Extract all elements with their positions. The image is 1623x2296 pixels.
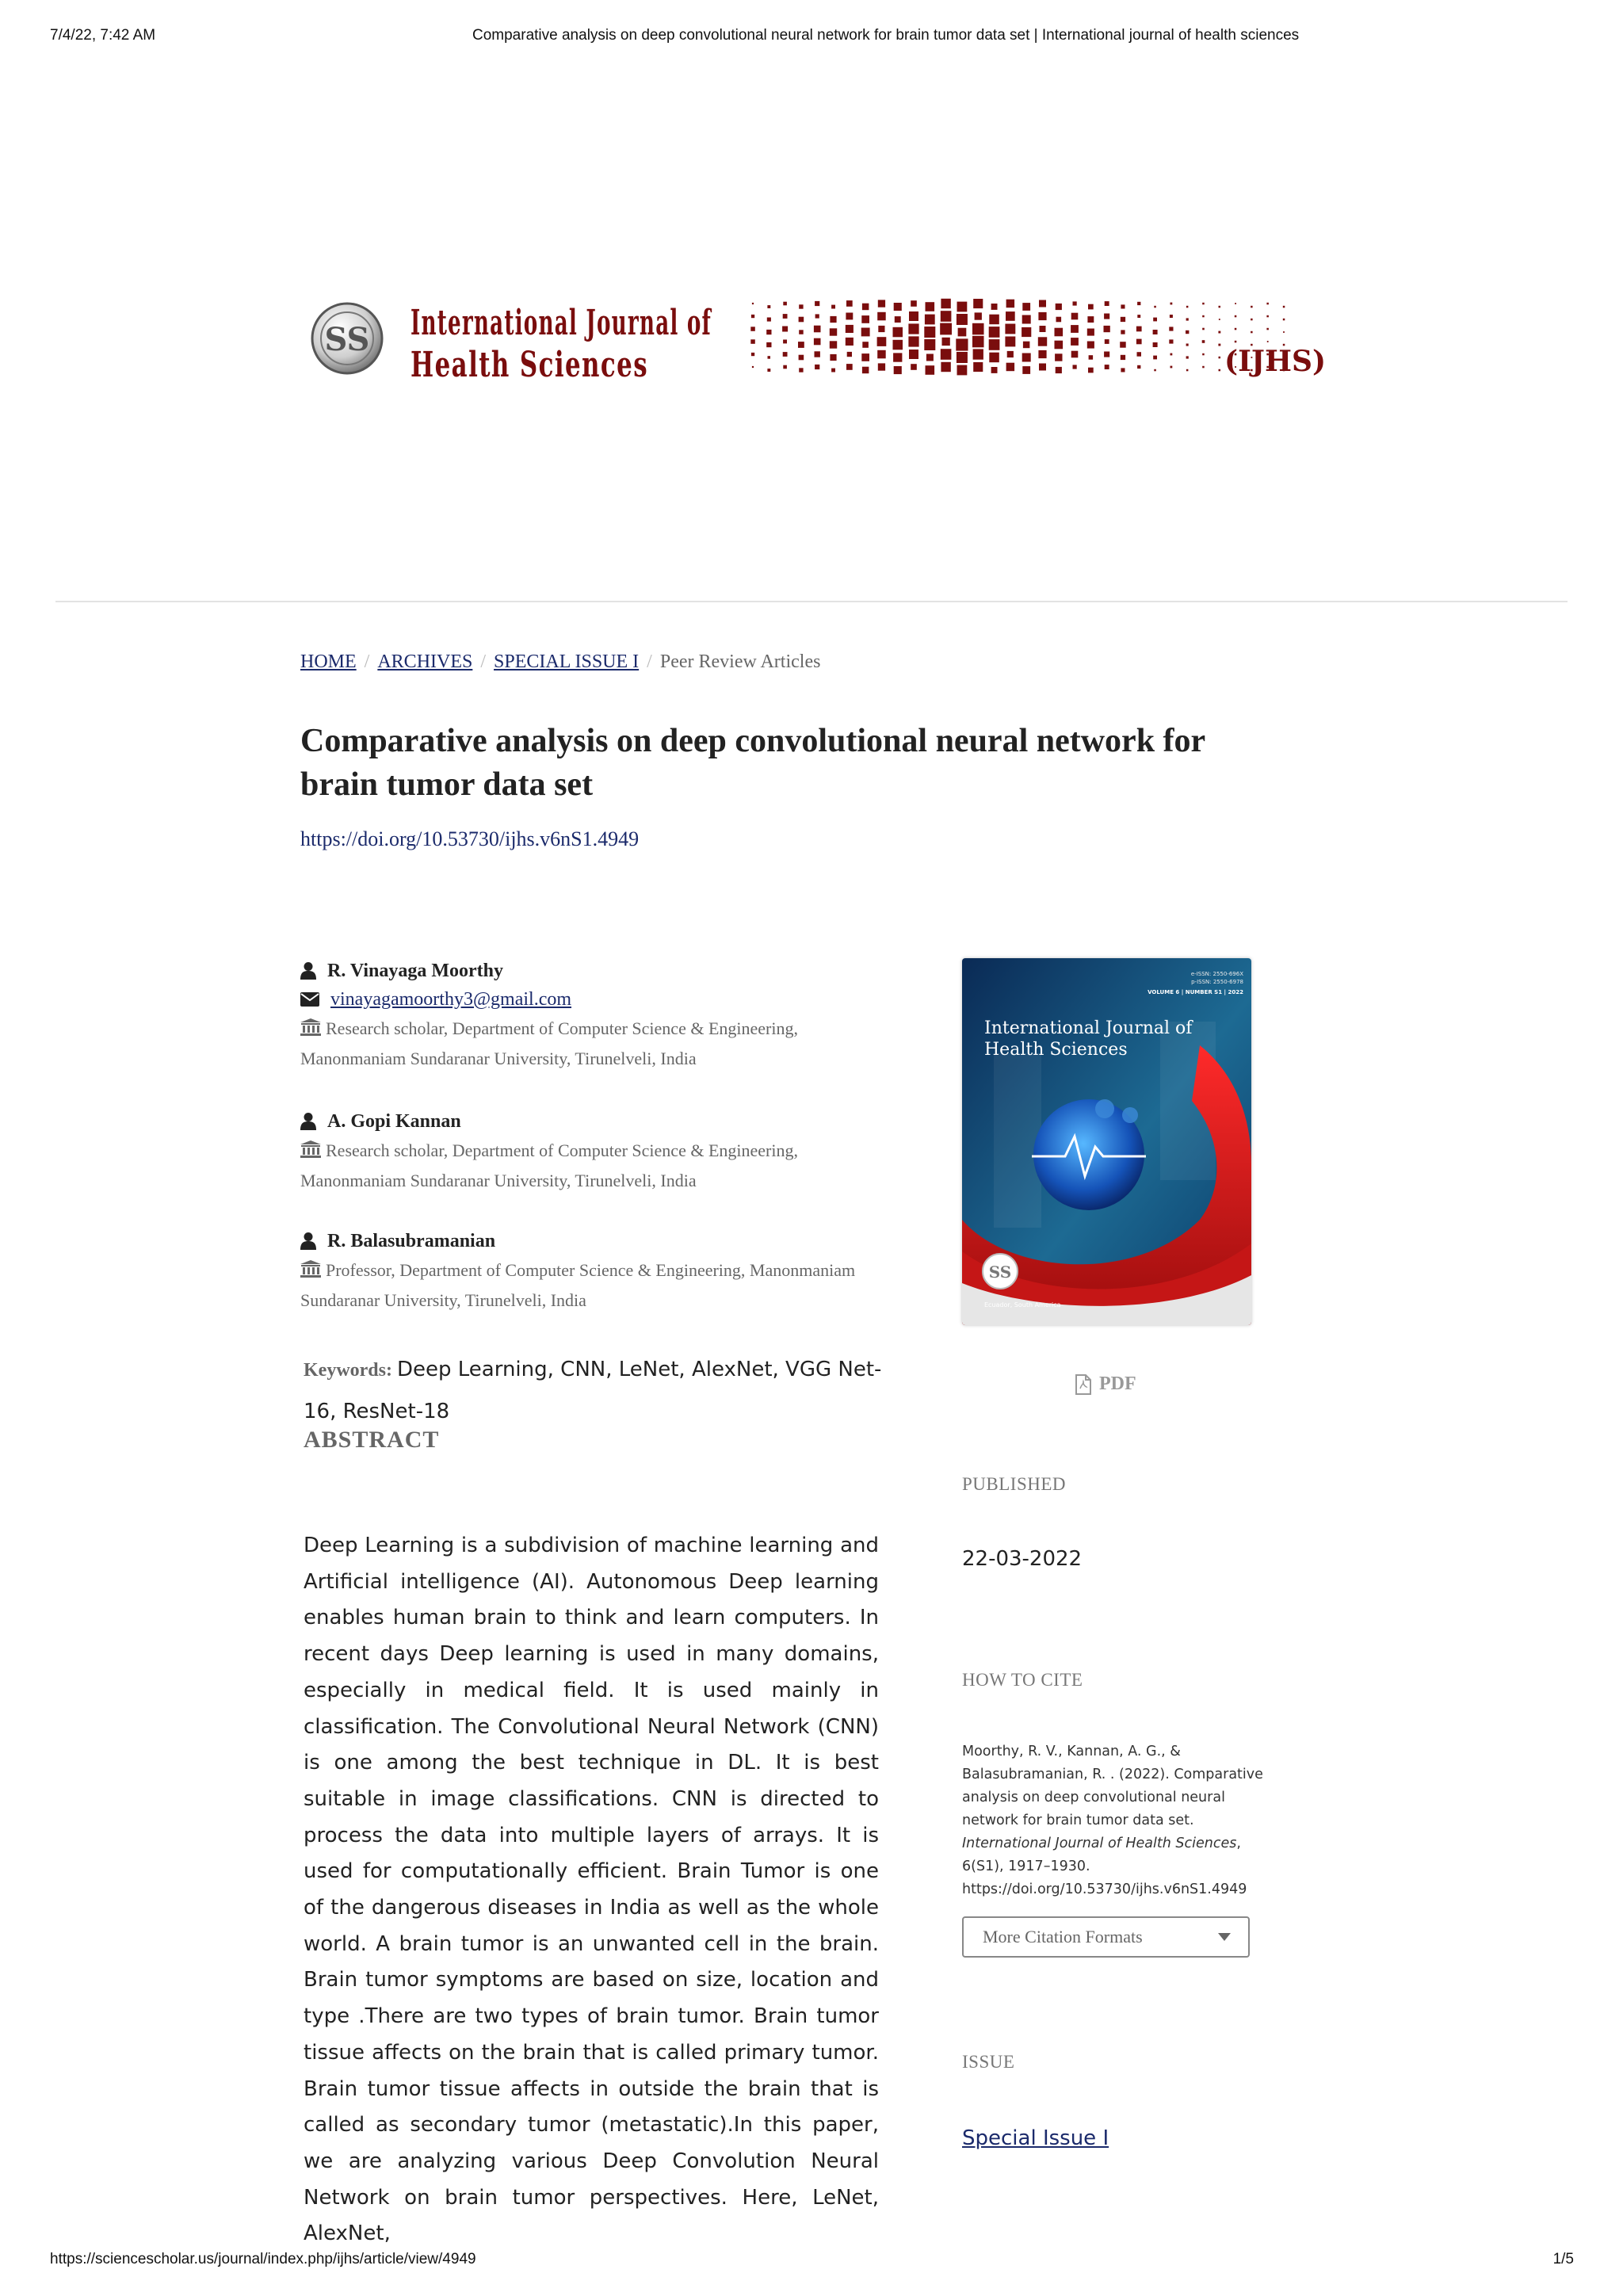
logo-dot (989, 339, 1000, 350)
logo-dot (1153, 330, 1158, 334)
logo-dot (1202, 303, 1205, 305)
logo-dot (1154, 306, 1156, 308)
logo-dot (767, 305, 770, 308)
logo-dot (895, 316, 901, 323)
logo-dot (861, 315, 869, 323)
logo-dot (1055, 353, 1062, 361)
how-to-cite-label: HOW TO CITE (962, 1670, 1083, 1690)
logo-dot (1038, 312, 1046, 320)
logo-dot (1219, 369, 1221, 372)
logo-dot (1283, 306, 1285, 308)
logo-dot (1121, 368, 1125, 372)
author-affiliation: Professor, Department of Computer Science & Engineering, Manonmaniam Sundaranar University, Tirunelveli, India (300, 1260, 856, 1310)
pdf-file-icon (1075, 1374, 1091, 1395)
logo-dot (751, 315, 754, 318)
logo-dot (877, 312, 886, 321)
logo-dot (973, 349, 983, 359)
author-block (300, 1227, 871, 1316)
logo-dot (830, 341, 837, 348)
logo-dot (1006, 300, 1015, 308)
logo-dot (991, 367, 998, 373)
published-date: 22-03-2022 (962, 1547, 1083, 1571)
logo-dot (1186, 330, 1189, 334)
breadcrumb-archives[interactable]: ARCHIVES (377, 651, 473, 672)
logo-dot (1088, 304, 1094, 310)
logo-dot (798, 342, 804, 348)
cover-location: Ecuador, South America (984, 1301, 1061, 1308)
logo-dot (1121, 355, 1125, 360)
article-title: Comparative analysis on deep convolutional neural network for brain tumor data set (300, 723, 1205, 803)
logo-dot (973, 299, 983, 308)
logo-dot (940, 323, 952, 335)
logo-dot (1121, 317, 1125, 322)
logo-dot (1218, 344, 1220, 346)
pdf-download-link[interactable] (1075, 1373, 1136, 1395)
logo-dot (1121, 330, 1125, 334)
logo-dot (1137, 302, 1140, 305)
header-divider (55, 601, 1568, 602)
logo-dot (799, 355, 804, 361)
logo-dot (908, 336, 918, 346)
logo-dot (941, 349, 952, 360)
logo-dot (941, 362, 950, 372)
logo-dot (1267, 341, 1269, 342)
logo-dot (877, 337, 887, 346)
logo-dot (893, 327, 903, 338)
logo-dot (1219, 306, 1221, 308)
logo-dot (1219, 319, 1220, 320)
logo-dot (1266, 328, 1269, 330)
logo-dot (783, 365, 787, 369)
article-doi-link[interactable]: https://doi.org/10.53730/ijhs.v6nS1.4949 (300, 827, 640, 850)
logo-dot (1056, 304, 1062, 310)
logo-dot (878, 363, 885, 370)
logo-dot (846, 325, 854, 333)
keywords (304, 1349, 882, 1432)
logo-dot (1169, 339, 1173, 343)
logo-dot (782, 327, 788, 332)
logo-dot (1105, 301, 1109, 306)
breadcrumb-separator: / (480, 651, 487, 672)
institution-icon (300, 1260, 321, 1278)
logo-dot (783, 340, 787, 344)
logo-dot (1202, 328, 1205, 330)
logo-dot (1073, 301, 1077, 305)
logo-dot (1170, 366, 1173, 369)
logo-dot (862, 342, 869, 348)
logo-dot (926, 302, 935, 311)
logo-dot (815, 365, 819, 369)
logo-dot (924, 339, 935, 350)
print-page-title: Comparative analysis on deep convolutional neural network for brain tumor data set | International journal of health sciences (472, 27, 1300, 44)
pdf-label: PDF (1099, 1373, 1136, 1394)
logo-dot (1055, 328, 1064, 337)
author-name: A. Gopi Kannan (327, 1110, 461, 1132)
logo-dot (750, 327, 755, 331)
author-affiliation: Research scholar, Department of Computer Science & Engineering, Manonmaniam Sundaranar University, Tirunelveli, India (300, 1140, 798, 1190)
logo-dot (799, 330, 804, 334)
logo-dot (783, 352, 788, 357)
logo-dot (925, 315, 935, 325)
cover-volume: VOLUME 6 | NUMBER S1 | 2022 (1148, 989, 1243, 995)
author-name: R. Balasubramanian (327, 1230, 496, 1251)
logo-dot (942, 338, 950, 346)
logo-dot (861, 353, 869, 361)
logo-dot (973, 362, 983, 372)
logo-dot (1055, 341, 1064, 350)
logo-dot (989, 327, 1000, 338)
logo-dot (1104, 314, 1109, 319)
logo-dot (1071, 325, 1079, 333)
logo-dot (1038, 337, 1047, 346)
logo-dot (1006, 363, 1015, 372)
logo-dot (768, 356, 771, 359)
institution-icon (300, 1140, 321, 1158)
logo-dot (1137, 352, 1142, 357)
abstract-text: Deep Learning is a subdivision of machine learning and Artificial intelligence (AI). Autonomous Deep learning enables human brain to think and learn computers. In recent days Deep learning is used in many domains, especially in medical field. It is used mainly in classification. The Convolutional Neural Network (CNN) is one among the best technique in DL. It is best suitable in image classifications. CNN is directed to process the data into multiple layers of arrays. It is used for computationally efficient. Brain Tumor is one of the dangerous diseases in India as well as the whole world. A brain tumor is an unwanted cell in the brain. Brain tumor symptoms are based on size, location and type .There are two types of brain tumor. Brain tumor tissue affects on the brain that is called primary tumor. Brain tumor tissue affects in outside the brain that is called as secondary tumor (metastatic).In this paper, we are analyzing various Deep Convolution Neural Network on brain tumor perspectives. Here, LeNet, AlexNet, (304, 1534, 879, 2246)
cover-issn: e-ISSN: 2550-696X (1190, 971, 1243, 977)
logo-dot (861, 328, 870, 337)
logo-dot (767, 318, 771, 322)
envelope-icon (300, 992, 319, 1007)
logo-dot (846, 313, 853, 320)
logo-dot (862, 304, 869, 311)
logo-dot (1022, 327, 1031, 337)
logo-dot (1071, 313, 1079, 320)
author-block (300, 1107, 871, 1196)
cover-issn: p-ISSN: 2550-6978 (1191, 979, 1243, 985)
logo-dot (893, 340, 903, 350)
logo-dot (957, 302, 968, 312)
logo-dot (1235, 341, 1237, 343)
logo-dot (1170, 353, 1173, 356)
user-icon (300, 961, 316, 980)
logo-dot (1202, 353, 1205, 356)
logo-dot (752, 366, 754, 368)
logo-dot (783, 314, 788, 319)
logo-dot (1186, 306, 1189, 308)
logo-dot (767, 369, 770, 372)
logo-dot (878, 326, 884, 332)
breadcrumb-home[interactable]: HOME (300, 651, 357, 672)
logo-dot-pattern (750, 299, 1285, 376)
logo-dot (911, 364, 917, 370)
logo-dot (894, 366, 902, 374)
logo-dot (783, 302, 787, 306)
logo-dot (1073, 365, 1077, 369)
logo-dot (1039, 364, 1046, 371)
logo-dot (1040, 326, 1046, 332)
logo-dot (799, 304, 803, 308)
keywords-text: Deep Learning, CNN, LeNet, AlexNet, VGG Net-16, ResNet-18 (304, 1358, 882, 1423)
logo-dot (846, 338, 854, 346)
cover-title: International Journal of (984, 1018, 1193, 1038)
logo-dot (911, 300, 917, 307)
logo-dot (1153, 318, 1157, 322)
logo-dot (766, 342, 771, 347)
logo-dot (830, 354, 836, 361)
logo-dot (956, 338, 968, 350)
logo-dot (1071, 351, 1079, 358)
logo-dot (941, 299, 950, 308)
logo-dot (924, 327, 935, 338)
logo-dot (1186, 356, 1189, 358)
logo-dot (1022, 303, 1030, 311)
breadcrumb-special-issue[interactable]: SPECIAL ISSUE I (494, 651, 640, 672)
logo-dot (958, 328, 967, 337)
logo-dot (908, 323, 918, 334)
author-block (300, 957, 871, 1074)
logo-dot (1170, 303, 1173, 305)
logo-line2: Health Sciences (411, 345, 648, 385)
issue-link[interactable]: Special Issue I (962, 2126, 1109, 2150)
author-affiliation: Research scholar, Department of Computer Science & Engineering, Manonmaniam Sundaranar University, Tirunelveli, India (300, 1018, 798, 1068)
logo-dot (815, 301, 819, 306)
issue-label: ISSUE (962, 2052, 1015, 2072)
logo-dot (862, 367, 869, 374)
seal-text: SS (324, 321, 370, 358)
logo-dot (957, 352, 968, 363)
citation-journal: International Journal of Health Sciences (962, 1836, 1237, 1851)
print-url: https://sciencescholar.us/journal/index.php/ijhs/article/view/4949 (50, 2251, 476, 2267)
logo-dot (846, 300, 853, 307)
logo-dot (893, 353, 902, 361)
author-email-link[interactable]: vinayagamoorthy3@gmail.com (330, 988, 572, 1010)
logo-dot (1219, 357, 1221, 359)
citation-formats-label: More Citation Formats (983, 1927, 1143, 1946)
logo-dot (1169, 327, 1173, 330)
logo-dot (1170, 315, 1173, 318)
logo-dot (1039, 300, 1046, 308)
logo-dot (1235, 315, 1237, 318)
logo-dot (989, 353, 999, 363)
logo-dot (751, 353, 754, 356)
logo-dot (1105, 339, 1109, 344)
logo-dot (799, 317, 804, 323)
logo-dot (972, 323, 984, 335)
logo-dot (1023, 342, 1030, 349)
logo-dot (846, 364, 853, 370)
logo-abbr: (IJHS) (1224, 345, 1326, 378)
logo-dot (941, 311, 952, 322)
logo-dot (1186, 344, 1189, 346)
logo-dot (847, 352, 852, 357)
breadcrumb-current: Peer Review Articles (659, 651, 821, 672)
logo-dot (1022, 315, 1031, 324)
keywords-label: Keywords: (304, 1360, 392, 1381)
user-icon (300, 1232, 316, 1251)
logo-dot (1071, 338, 1079, 346)
logo-dot (752, 303, 754, 304)
logo-dot (1137, 315, 1140, 318)
logo-dot (1089, 355, 1094, 360)
logo-dot (1283, 331, 1285, 333)
logo-dot (957, 314, 968, 325)
logo-dot (1202, 366, 1205, 369)
abstract-heading: ABSTRACT (304, 1427, 440, 1453)
logo-dot (1153, 342, 1158, 347)
breadcrumb-separator: / (364, 651, 370, 672)
logo-dot (957, 365, 968, 376)
logo-dot (815, 351, 820, 357)
logo-dot (926, 365, 935, 375)
logo-dot (830, 316, 836, 323)
logo-dot (814, 326, 821, 333)
logo-dot (1120, 342, 1126, 348)
logo-dot (1007, 351, 1014, 357)
logo-dot (1038, 350, 1046, 358)
logo-dot (1121, 304, 1125, 308)
logo-dot (877, 350, 886, 359)
logo-dot (1056, 317, 1062, 323)
logo-dot (1136, 339, 1142, 345)
logo-dot (991, 304, 998, 310)
logo-dot (1005, 337, 1015, 347)
logo-dot (926, 354, 934, 361)
logo-dot (1104, 326, 1110, 332)
logo-dot (975, 312, 982, 319)
cover-graphic (962, 958, 1251, 1325)
logo-dot (815, 314, 819, 318)
logo-dot (1006, 311, 1015, 321)
logo-line1: International Journal of (411, 303, 712, 343)
breadcrumb (300, 651, 820, 673)
user-icon (300, 1112, 316, 1131)
logo-dot (1056, 367, 1062, 373)
logo-dot (1137, 365, 1140, 369)
logo-dot (989, 315, 999, 325)
cover-title: Health Sciences (984, 1040, 1128, 1060)
breadcrumb-separator: / (647, 651, 652, 672)
logo-dot (1283, 319, 1285, 321)
citation-text: Moorthy, R. V., Kannan, A. G., & Balasubramanian, R. . (2022). Comparative analysis on deep convolutional neural network for brain tumor data set. International Journal of Health Sciences, 6(S1), 1917–1930. https://doi.org/10.53730/ijhs.v6nS1.4949 (962, 1744, 1263, 1897)
logo-dot (1087, 316, 1094, 323)
cover-seal-text: SS (988, 1263, 1012, 1282)
logo-dot (1186, 318, 1189, 320)
logo-dot (972, 336, 984, 348)
logo-dot (830, 328, 837, 335)
print-page-number: 1/5 (1552, 2251, 1574, 2267)
logo-dot (1186, 369, 1189, 372)
logo-dot (878, 300, 885, 307)
logo-dot (1251, 331, 1253, 334)
citation-formats-dropdown[interactable] (962, 1916, 1250, 1958)
logo-dot (1022, 353, 1031, 362)
logo-dot (799, 368, 803, 372)
logo-dot (766, 330, 771, 334)
journal-logo[interactable] (309, 293, 1331, 388)
logo-dot (1251, 306, 1253, 308)
published-label: PUBLISHED (962, 1474, 1067, 1494)
logo-dot (909, 311, 918, 321)
logo-dot (750, 339, 755, 344)
logo-dot (1154, 369, 1156, 372)
logo-dot (894, 303, 902, 311)
logo-dot (1266, 303, 1269, 305)
logo-dot (1266, 315, 1269, 318)
logo-dot (1087, 329, 1094, 336)
logo-dot (1218, 331, 1220, 334)
logo-dot (1202, 315, 1205, 318)
logo-dot (1251, 319, 1253, 321)
logo-dot (1022, 366, 1030, 374)
logo-dot (1105, 365, 1109, 369)
issue-cover-image[interactable] (962, 958, 1251, 1325)
caret-down-icon (1218, 1933, 1231, 1941)
logo-dot (1104, 352, 1109, 357)
logo-dot (1005, 324, 1015, 334)
logo-dot (1136, 327, 1142, 332)
logo-dot (1088, 368, 1094, 373)
journal-logo-graphic (309, 293, 1331, 388)
logo-dot (814, 338, 821, 346)
logo-dot (1202, 340, 1205, 343)
logo-dot (831, 369, 835, 372)
logo-dot (831, 305, 835, 309)
institution-icon (300, 1018, 321, 1036)
print-datetime: 7/4/22, 7:42 AM (50, 27, 156, 44)
logo-dot (1235, 328, 1237, 330)
logo-dot (909, 350, 918, 359)
logo-dot (1153, 356, 1157, 360)
author-name: R. Vinayaga Moorthy (327, 960, 503, 981)
logo-dot (1235, 303, 1236, 304)
logo-dot (1087, 342, 1094, 349)
